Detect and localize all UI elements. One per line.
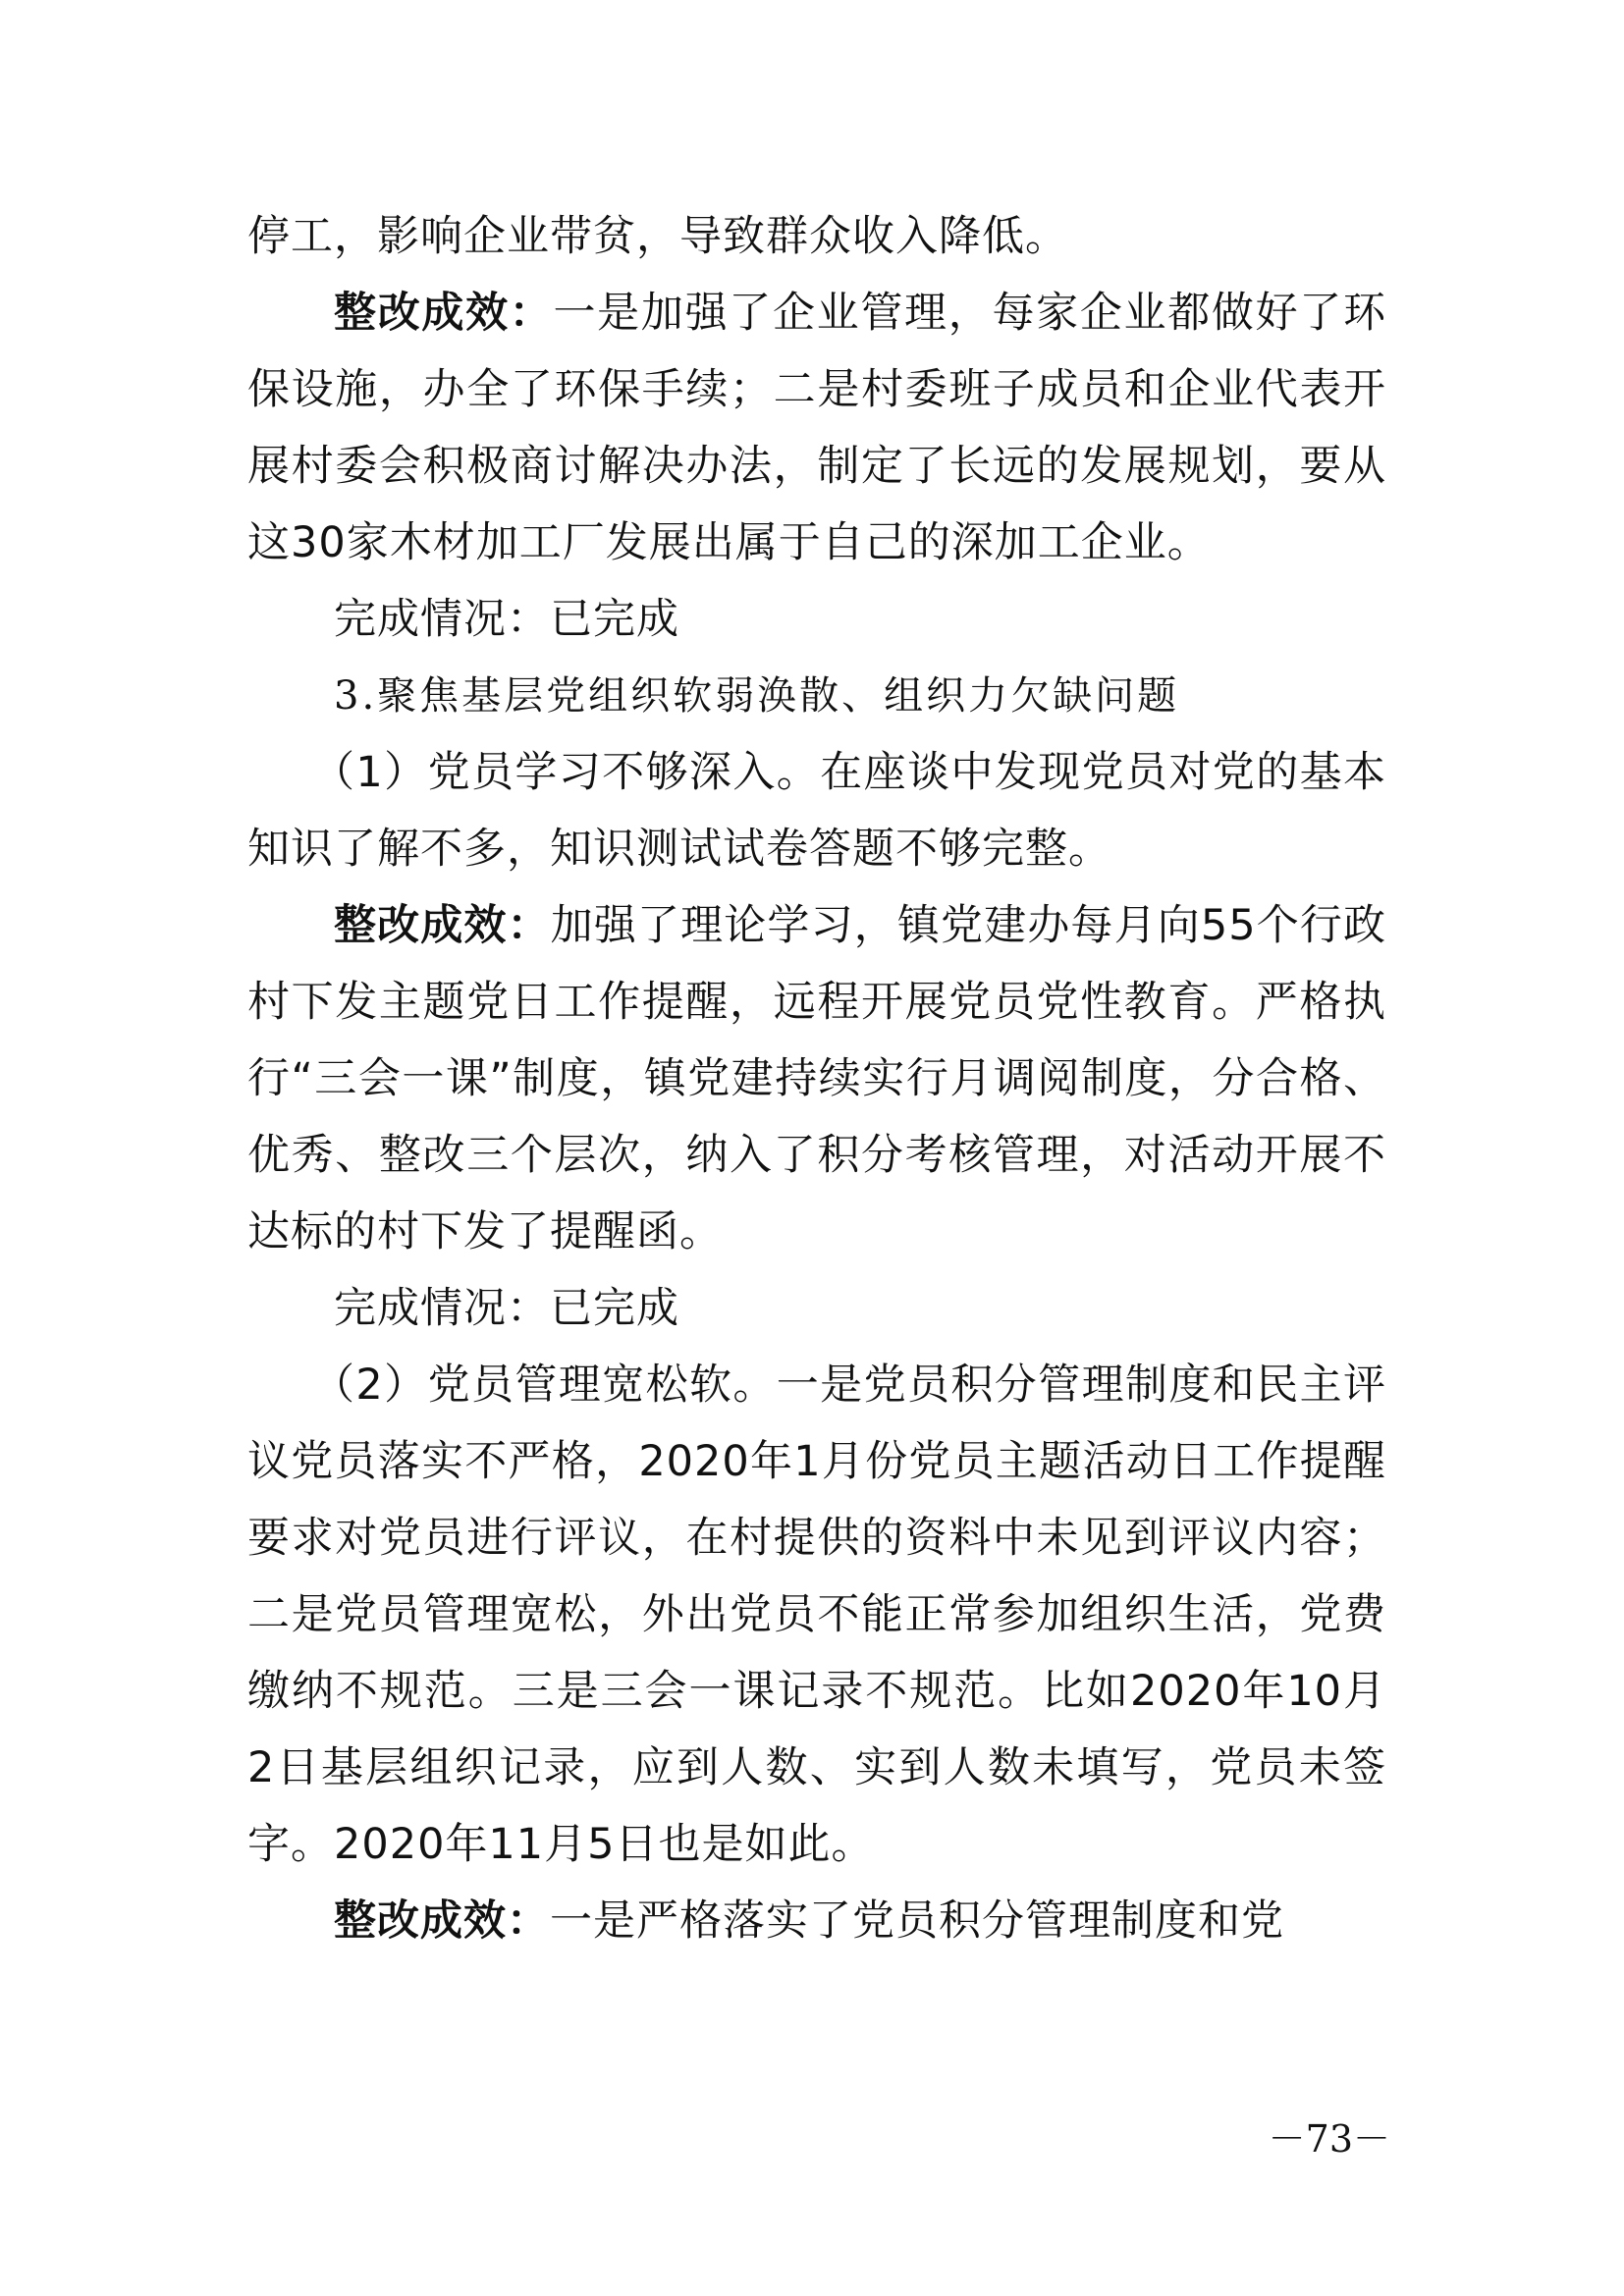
issue-paragraph-1: （1）党员学习不够深入。在座谈中发现党员对党的基本知识了解不多，知识测试试卷答题不够完整。 — [247, 748, 1386, 874]
completion-status-2: 完成情况：已完成 — [334, 1284, 679, 1333]
section-heading-3: 3.聚焦基层党组织软弱涣散、组织力欠缺问题 — [334, 673, 1180, 719]
document-body — [247, 198, 1386, 1959]
paragraph-rectification-effect-1 — [247, 275, 1386, 581]
issue-paragraph-2: （2）党员管理宽松软。一是党员积分管理制度和民主评议党员落实不严格，2020年1月份党员主题活动日工作提醒要求对党员进行评议，在村提供的资料中未见到评议内容；二是党员管理宽松，外出党员不能正常参加组织生活，党费缴纳不规范。三是三会一课记录不规范。比如2020年10月2日基层组织记录，应到人数、实到人数未填写，党员未签字。2020年11月5日也是如此。 — [247, 1361, 1386, 1869]
rectification-text: 一是加强了企业管理，每家企业都做好了环保设施，办全了环保手续；二是村委班子成员和企业代表开展村委会积极商讨解决办法，制定了长远的发展规划，要从这30家木材加工厂发展出属于自己的深加工企业。 — [247, 289, 1387, 567]
rectification-text: 加强了理论学习，镇党建办每月向55个行政村下发主题党日工作提醒，远程开展党员党性教育。严格执行“三会一课”制度，镇党建持续实行月调阅制度，分合格、优秀、整改三个层次，纳入了积分考核管理，对活动开展不达标的村下发了提醒函。 — [247, 901, 1387, 1256]
page-number: －73－ — [1268, 2117, 1390, 2161]
rectification-label: 整改成效： — [334, 1896, 550, 1946]
rectification-text: 一是严格落实了党员积分管理制度和党 — [550, 1896, 1284, 1946]
rectification-label: 整改成效： — [334, 289, 554, 338]
paragraph-rectification-effect-3 — [247, 1883, 1386, 1959]
paragraph-rectification-effect-2 — [247, 887, 1386, 1270]
paragraph-continuation: 停工，影响企业带贫，导致群众收入降低。 — [247, 212, 1068, 261]
completion-status-1: 完成情况：已完成 — [334, 595, 679, 644]
rectification-label: 整改成效： — [334, 901, 551, 950]
